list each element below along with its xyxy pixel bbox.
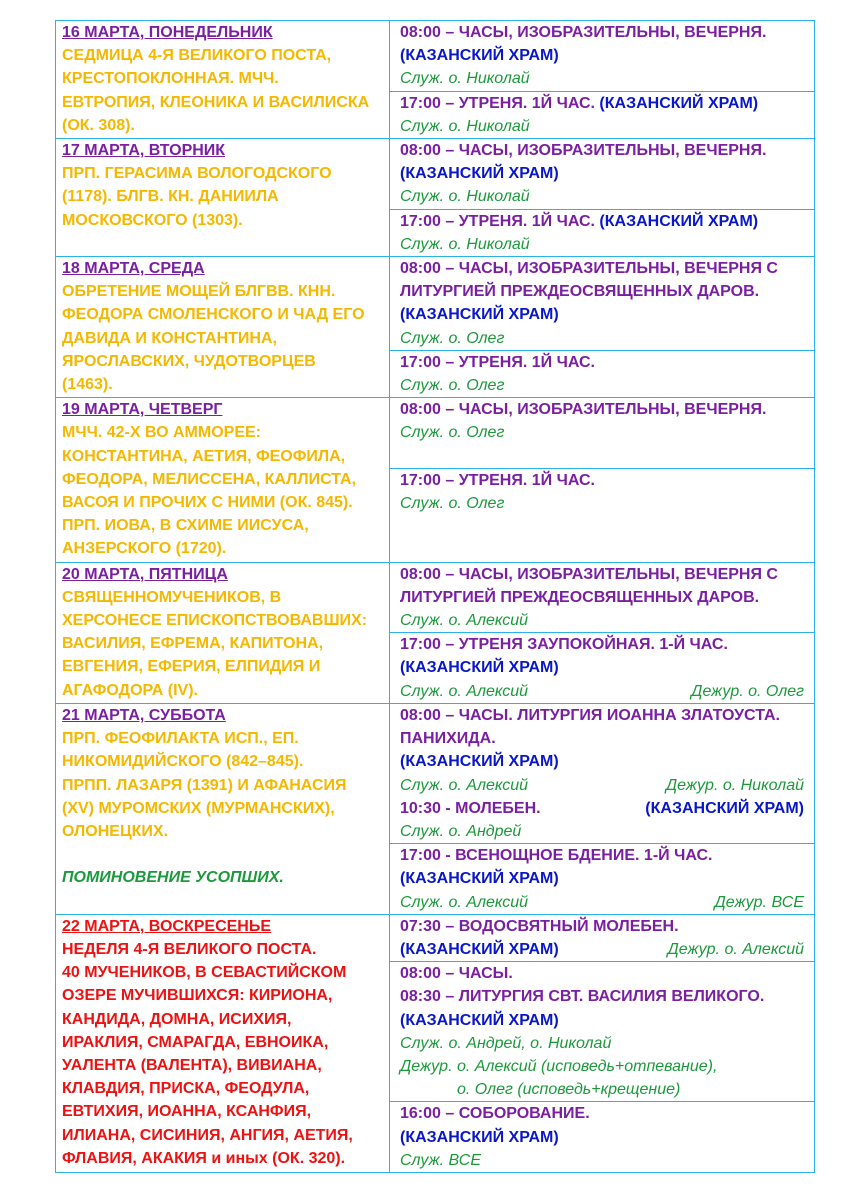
feast-line: КОНСТАНТИНА, АЕТИЯ, ФЕОФИЛА, <box>62 447 346 465</box>
services-cell <box>390 257 815 398</box>
service-time: ЛИТУРГИЕЙ ПРЕЖДЕОСВЯЩЕННЫХ ДАРОВ. <box>400 588 760 606</box>
day-header: 17 МАРТА, ВТОРНИК <box>62 142 226 160</box>
service-time-label: 10:30 - МОЛЕБЕН. <box>400 799 541 817</box>
clergy-duty: Дежур. о. Алексий <box>667 940 804 958</box>
day-row <box>56 21 815 139</box>
day-row <box>56 398 815 562</box>
day-cell <box>56 398 390 562</box>
service-time: 08:00 – ЧАСЫ. ЛИТУРГИЯ ИОАННА ЗЛАТОУСТА. <box>400 706 780 724</box>
service-time: 08:00 – ЧАСЫ. <box>400 965 513 983</box>
feast-line: ПРПП. ЛАЗАРЯ (1391) И АФАНАСИЯ <box>62 776 347 794</box>
service-time: 07:30 – ВОДОСВЯТНЫЙ МОЛЕБЕН. <box>400 917 679 935</box>
clergy-line <box>390 891 814 914</box>
service-time: ПАНИХИДА. <box>400 730 496 748</box>
service-block <box>390 92 814 138</box>
feast-line: (ОК. 308). <box>62 116 135 134</box>
day-cell <box>56 21 390 139</box>
church-name: (КАЗАНСКИЙ ХРАМ) <box>599 94 759 112</box>
church-name: (КАЗАНСКИЙ ХРАМ) <box>599 212 759 230</box>
feast-line: ОЗЕРЕ МУЧИВШИХСЯ: КИРИОНА, <box>62 987 333 1005</box>
feast-line: (1463). <box>62 376 113 394</box>
feast-line: ВАСИЛИЯ, ЕФРЕМА, КАПИТОНА, <box>62 635 324 653</box>
service-time <box>390 797 814 820</box>
services-cell <box>390 398 815 562</box>
feast-line: ОЛОНЕЦКИХ. <box>62 822 169 840</box>
feast-line: ИЛИАНА, СИСИНИЯ, АНГИЯ, АЕТИЯ, <box>62 1126 353 1144</box>
feast-line <box>56 843 389 866</box>
clergy-duty: Дежур. ВСЕ <box>714 893 804 911</box>
feast-line: ЕВТИХИЯ, ИОАННА, КСАНФИЯ, <box>62 1103 312 1121</box>
feast-line: 40 МУЧЕНИКОВ, В СЕВАСТИЙСКОМ <box>62 964 347 982</box>
clergy-line: Служ. о. Андрей, о. Николай <box>400 1034 612 1052</box>
clergy-serving: Служ. о. Алексий <box>400 776 529 794</box>
service-block <box>390 139 814 210</box>
church-name: (КАЗАНСКИЙ ХРАМ) <box>645 799 804 817</box>
clergy-line: Служ. о. Николай <box>400 117 530 135</box>
services-cell <box>390 703 815 914</box>
feast-line: ПРП. ГЕРАСИМА ВОЛОГОДСКОГО <box>62 165 332 183</box>
service-time: 17:00 - ВСЕНОЩНОЕ БДЕНИЕ. 1-Й ЧАС. <box>400 847 713 865</box>
feast-line: ЕВТРОПИЯ, КЛЕОНИКА И ВАСИЛИСКА <box>62 93 370 111</box>
day-cell <box>56 703 390 914</box>
feast-line: НИКОМИДИЙСКОГО (842–845). <box>62 753 304 771</box>
clergy-line <box>390 680 814 703</box>
feast-line: (XV) МУРОМСКИХ (МУРМАНСКИХ), <box>62 799 335 817</box>
service-time: 08:00 – ЧАСЫ, ИЗОБРАЗИТЕЛЬНЫ, ВЕЧЕРНЯ. <box>400 142 767 160</box>
feast-line: АГАФОДОРА (IV). <box>62 681 198 699</box>
service-time: 17:00 – УТРЕНЯ. 1Й ЧАС. <box>400 353 595 371</box>
feast-line: СВЯЩЕННОМУЧЕНИКОВ, В <box>62 588 282 606</box>
clergy-line: Служ. о. Олег <box>400 329 505 347</box>
church-name: (КАЗАНСКИЙ ХРАМ) <box>400 870 559 888</box>
day-cell <box>56 139 390 257</box>
clergy-line: Служ. о. Олег <box>400 377 505 395</box>
services-cell <box>390 21 815 139</box>
church-name: (КАЗАНСКИЙ ХРАМ) <box>400 306 559 324</box>
day-row <box>56 703 815 914</box>
day-cell <box>56 562 390 703</box>
feast-line: НЕДЕЛЯ 4-Я ВЕЛИКОГО ПОСТА. <box>62 940 317 958</box>
feast-line: ДАВИДА И КОНСТАНТИНА, <box>62 329 277 347</box>
schedule-table <box>55 20 815 1173</box>
feast-line: ФЕОДОРА СМОЛЕНСКОГО И ЧАД ЕГО <box>62 306 365 324</box>
feast-line: УАЛЕНТА (ВАЛЕНТА), ВИВИАНА, <box>62 1056 322 1074</box>
services-cell <box>390 914 815 1172</box>
day-row <box>56 257 815 398</box>
feast-line: ЯРОСЛАВСКИХ, ЧУДОТВОРЦЕВ <box>62 352 316 370</box>
service-time: 08:00 – ЧАСЫ, ИЗОБРАЗИТЕЛЬНЫ, ВЕЧЕРНЯ С <box>400 565 778 583</box>
service-block <box>390 351 814 397</box>
spacer-line <box>390 515 814 538</box>
service-block <box>390 469 814 562</box>
spacer-line <box>390 445 814 468</box>
day-row <box>56 139 815 257</box>
day-row <box>56 562 815 703</box>
service-time: 17:00 – УТРЕНЯ. 1Й ЧАС. <box>400 471 595 489</box>
day-cell <box>56 914 390 1172</box>
day-header: 20 МАРТА, ПЯТНИЦА <box>62 565 228 583</box>
clergy-line: Служ. о. Алексий <box>400 612 529 630</box>
service-time: 17:00 – УТРЕНЯ ЗАУПОКОЙНАЯ. 1-Й ЧАС. <box>400 636 728 654</box>
feast-line: КАНДИДА, ДОМНА, ИСИХИЯ, <box>62 1010 292 1028</box>
church-name: (КАЗАНСКИЙ ХРАМ) <box>400 1011 559 1029</box>
clergy-line: Служ. о. Николай <box>400 188 530 206</box>
feast-line: ОБРЕТЕНИЕ МОЩЕЙ БЛГВВ. КНН. <box>62 283 336 301</box>
service-block <box>390 915 814 962</box>
clergy-line: Служ. о. Николай <box>400 235 530 253</box>
service-block <box>390 210 814 256</box>
day-header: 16 МАРТА, ПОНЕДЕЛЬНИК <box>62 24 273 41</box>
church-name: (КАЗАНСКИЙ ХРАМ) <box>400 940 559 958</box>
church-duty-line <box>390 938 814 961</box>
service-block <box>390 21 814 92</box>
feast-line: ВАСОЯ И ПРОЧИХ С НИМИ (ОК. 845). <box>62 494 353 512</box>
service-time: ЛИТУРГИЕЙ ПРЕЖДЕОСВЯЩЕННЫХ ДАРОВ. <box>400 283 760 301</box>
feast-line: КЛАВДИЯ, ПРИСКА, ФЕОДУЛА, <box>62 1080 310 1098</box>
day-header: 19 МАРТА, ЧЕТВЕРГ <box>62 401 223 419</box>
church-name: (КАЗАНСКИЙ ХРАМ) <box>400 753 559 771</box>
spacer-line <box>390 538 814 561</box>
feast-line: (1178). БЛГВ. КН. ДАНИИЛА <box>62 188 279 206</box>
feast-line: СЕДМИЦА 4-Я ВЕЛИКОГО ПОСТА, <box>62 47 332 65</box>
service-time: 08:00 – ЧАСЫ, ИЗОБРАЗИТЕЛЬНЫ, ВЕЧЕРНЯ. <box>400 401 767 419</box>
day-header: 22 МАРТА, ВОСКРЕСЕНЬЕ <box>62 917 272 935</box>
service-time: 16:00 – СОБОРОВАНИЕ. <box>400 1105 590 1123</box>
feast-line: АНЗЕРСКОГО (1720). <box>62 540 227 558</box>
clergy-serving: Служ. о. Алексий <box>400 893 529 911</box>
clergy-line: о. Олег (исповедь+крещение) <box>457 1081 681 1099</box>
church-name: (КАЗАНСКИЙ ХРАМ) <box>400 659 559 677</box>
service-time: 08:30 – ЛИТУРГИЯ СВТ. ВАСИЛИЯ ВЕЛИКОГО. <box>400 988 765 1006</box>
services-cell <box>390 562 815 703</box>
service-block <box>390 633 814 703</box>
service-time: 08:00 – ЧАСЫ, ИЗОБРАЗИТЕЛЬНЫ, ВЕЧЕРНЯ С <box>400 260 778 278</box>
clergy-line: Служ. о. Андрей <box>400 822 522 840</box>
service-time: 17:00 – УТРЕНЯ. 1Й ЧАС. (КАЗАНСКИЙ ХРАМ) <box>400 94 759 112</box>
clergy-serving: Служ. о. Алексий <box>400 682 529 700</box>
service-time: 08:00 – ЧАСЫ, ИЗОБРАЗИТЕЛЬНЫ, ВЕЧЕРНЯ. <box>400 24 767 41</box>
service-block <box>390 398 814 469</box>
service-time: 17:00 – УТРЕНЯ. 1Й ЧАС. (КАЗАНСКИЙ ХРАМ) <box>400 212 759 230</box>
feast-line: ФЕОДОРА, МЕЛИССЕНА, КАЛЛИСТА, <box>62 470 357 488</box>
church-name: (КАЗАНСКИЙ ХРАМ) <box>400 47 559 65</box>
clergy-line: Служ. о. Олег <box>400 424 505 442</box>
clergy-duty: Дежур. о. Николай <box>665 776 804 794</box>
feast-line: ФЛАВИЯ, АКАКИЯ и иных (ОК. 320). <box>62 1149 346 1167</box>
clergy-line: Служ. о. Николай <box>400 70 530 88</box>
feast-line: КРЕСТОПОКЛОННАЯ. МЧЧ. <box>62 70 279 88</box>
feast-line: МОСКОВСКОГО (1303). <box>62 211 243 229</box>
service-block <box>390 1102 814 1172</box>
feast-line: ХЕРСОНЕСЕ ЕПИСКОПСТВОВАВШИХ: <box>62 612 368 630</box>
service-block <box>390 844 814 914</box>
service-block <box>390 563 814 634</box>
church-name: (КАЗАНСКИЙ ХРАМ) <box>400 1128 559 1146</box>
clergy-line: Служ. ВСЕ <box>400 1151 482 1169</box>
services-cell <box>390 139 815 257</box>
service-block <box>390 257 814 351</box>
clergy-line <box>390 774 814 797</box>
day-header: 21 МАРТА, СУББОТА <box>62 706 226 724</box>
service-block <box>390 704 814 844</box>
day-cell <box>56 257 390 398</box>
feast-line: ПРП. ИОВА, В СХИМЕ ИИСУСА, <box>62 517 309 535</box>
commemoration-note: ПОМИНОВЕНИЕ УСОПШИХ. <box>62 869 284 887</box>
feast-line: ИРАКЛИЯ, СМАРАГДА, ЕВНОИКА, <box>62 1033 329 1051</box>
day-row <box>56 914 815 1172</box>
clergy-line: Дежур. о. Алексий (исповедь+отпевание), <box>400 1057 718 1075</box>
service-block <box>390 962 814 1102</box>
clergy-duty: Дежур. о. Олег <box>691 682 804 700</box>
feast-line: ПРП. ФЕОФИЛАКТА ИСП., ЕП. <box>62 730 299 748</box>
clergy-line: Служ. о. Олег <box>400 495 505 513</box>
day-header: 18 МАРТА, СРЕДА <box>62 260 205 278</box>
church-name: (КАЗАНСКИЙ ХРАМ) <box>400 165 559 183</box>
feast-line: ЕВГЕНИЯ, ЕФЕРИЯ, ЕЛПИДИЯ И <box>62 658 321 676</box>
feast-line: МЧЧ. 42-Х ВО АММОРЕЕ: <box>62 424 261 442</box>
